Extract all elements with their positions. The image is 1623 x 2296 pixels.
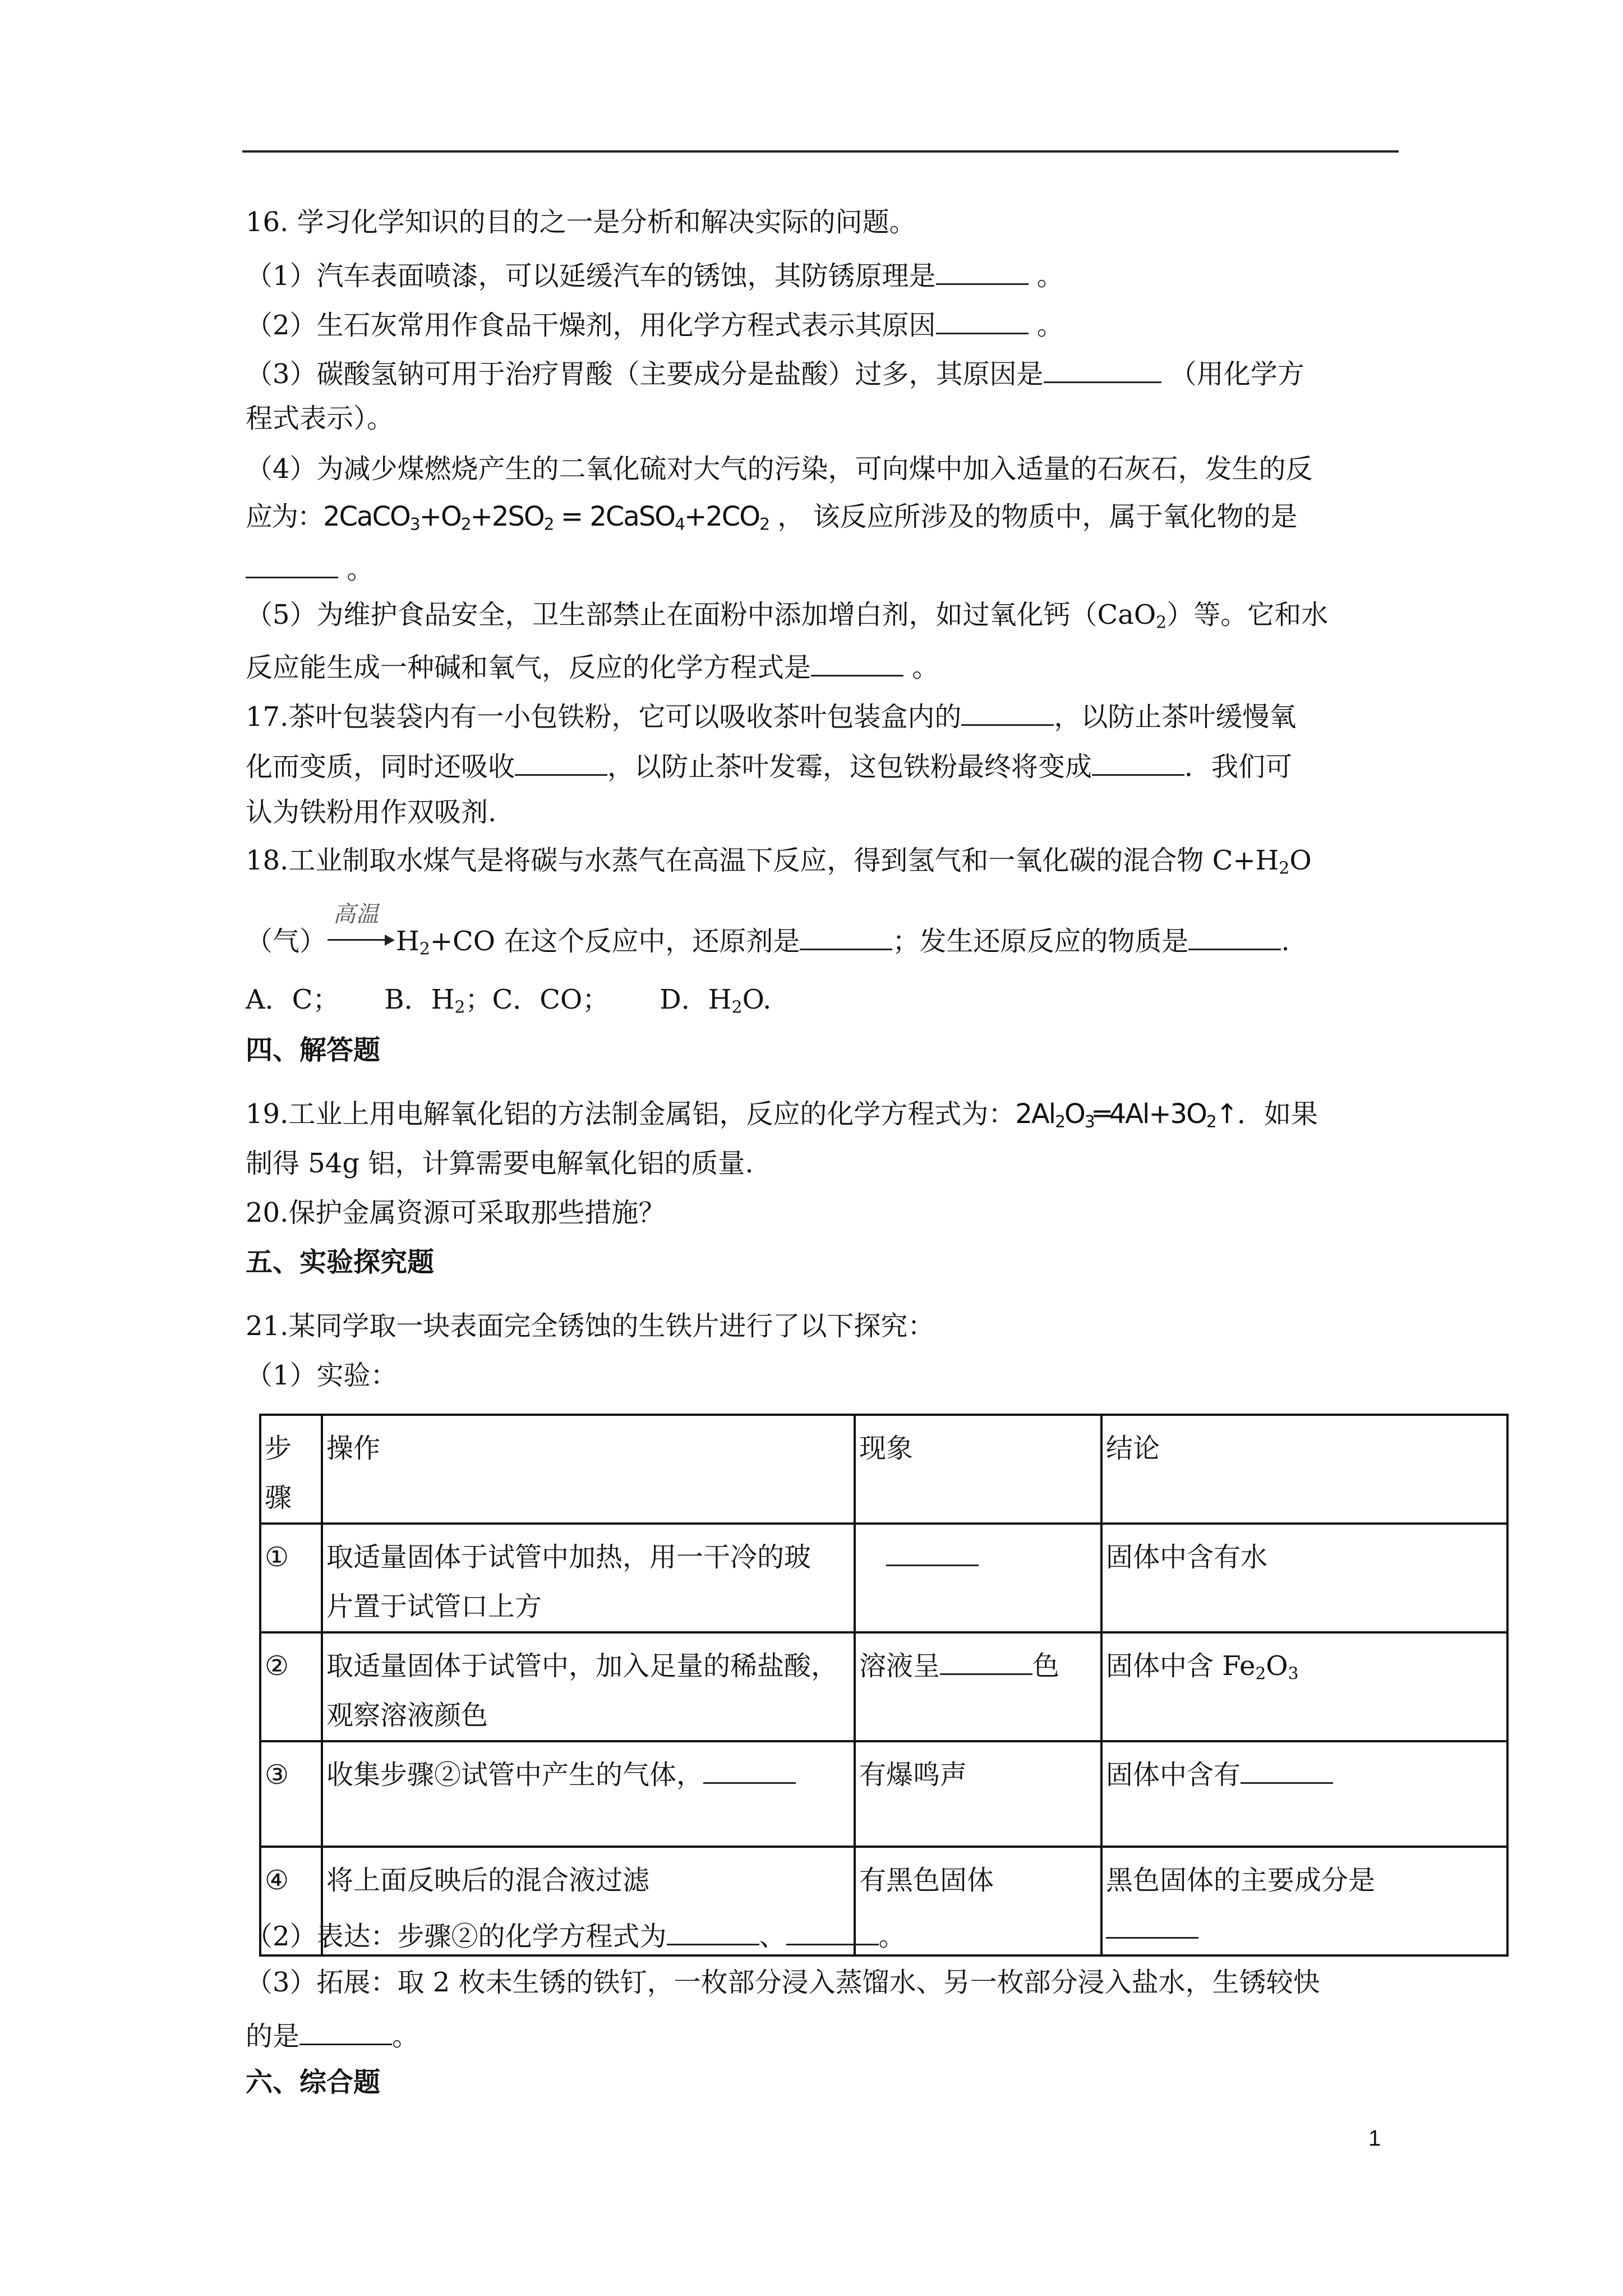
section-heading-5: 五、实验探究题 <box>246 1246 435 1278</box>
operation-cell: 取适量固体于试管中，加入足量的稀盐酸， 观察溶液颜色 <box>322 1632 855 1741</box>
answer-blank[interactable] <box>886 1540 979 1566</box>
step-cell: ① <box>260 1524 322 1632</box>
conclusion-cell: 黑色固体的主要成分是 <box>1101 1847 1507 1955</box>
option-c[interactable]: ；C．CO； <box>465 984 610 1015</box>
option-a[interactable]: A．C； <box>246 984 340 1015</box>
option-b[interactable]: B．$H_2$ <box>384 984 465 1018</box>
step-cell: ② <box>260 1632 322 1741</box>
header-rule <box>242 150 1399 153</box>
header-operation: 操作 <box>322 1415 855 1524</box>
reaction-arrow-icon: 高温 <box>328 920 395 954</box>
answer-blank[interactable] <box>246 553 338 578</box>
experiment-table <box>259 1414 1509 1957</box>
q21-part2: （2）表达：步骤②的化学方程式为 、 。 <box>246 1920 906 1950</box>
answer-blank[interactable] <box>800 924 892 950</box>
answer-blank[interactable] <box>667 1920 759 1945</box>
q17-line2: 化而变质，同时还吸收 ，以防止茶叶发霉，这包铁粉最终将变成 ．我们可 <box>246 750 1292 780</box>
answer-blank[interactable] <box>786 1920 879 1945</box>
operation-cell: 将上面反映后的混合液过滤 <box>322 1847 855 1955</box>
q21-part1: （1）实验： <box>246 1360 398 1391</box>
q16-part3: （3）碳酸氢钠可用于治疗胃酸（主要成分是盐酸）过多，其原因是 （用化学方 <box>246 357 1304 388</box>
phenomenon-cell <box>855 1524 1101 1632</box>
header-step: 步骤 <box>260 1415 322 1524</box>
operation-cell: 收集步骤②试管中产生的气体， <box>322 1741 855 1847</box>
q18-line1: 18.工业制取水煤气是将碳与水蒸气在高温下反应，得到氢气和一氧化碳的混合物 $C+H_2O$ <box>246 845 1312 878</box>
q18-options <box>246 984 772 1018</box>
q21-stem: 21.某同学取一块表面完全锈蚀的生铁片进行了以下探究： <box>246 1310 935 1342</box>
answer-blank[interactable] <box>1044 357 1161 383</box>
answer-blank[interactable] <box>299 2019 392 2045</box>
phenomenon-cell: 溶液呈 色 <box>855 1632 1101 1741</box>
q17-line1: 17.茶叶包装袋内有一小包铁粉，它可以吸收茶叶包装盒内的 ，以防止茶叶缓慢氧 <box>246 700 1296 730</box>
answer-blank[interactable] <box>1188 924 1281 950</box>
q16-part4-blank: 。 <box>246 553 374 583</box>
q16-part3-cont: 程式表示）。 <box>246 403 394 434</box>
q16-stem: 16. 学习化学知识的目的之一是分析和解决实际的问题。 <box>246 206 916 238</box>
section-heading-6: 六、综合题 <box>246 2067 381 2098</box>
option-d[interactable]: D．$H_2O$. <box>660 984 772 1018</box>
answer-blank[interactable] <box>1092 750 1184 776</box>
answer-blank[interactable] <box>936 309 1029 334</box>
phenomenon-cell: 有黑色固体 <box>855 1847 1101 1955</box>
answer-blank[interactable] <box>811 651 903 677</box>
answer-blank[interactable] <box>1106 1913 1198 1939</box>
q21-part3: （3）拓展：取 2 枚未生锈的铁钉，一枚部分浸入蒸馏水、另一枚部分浸入盐水，生锈较快 <box>246 1967 1320 1998</box>
header-conclusion: 结论 <box>1101 1415 1507 1524</box>
q16-part4: （4）为减少煤燃烧产生的二氧化硫对大气的污染，可向煤中加入适量的石灰石，发生的反 <box>246 453 1313 485</box>
table-row <box>260 1524 1507 1632</box>
q16-part1: （1）汽车表面喷漆，可以延缓汽车的锈蚀，其防锈原理是 。 <box>246 259 1064 289</box>
answer-blank[interactable] <box>703 1758 796 1784</box>
answer-blank[interactable] <box>961 700 1054 726</box>
conclusion-cell: 固体中含有 <box>1101 1741 1507 1847</box>
q16-part5: （5）为维护食品安全，卫生部禁止在面粉中添加增白剂，如过氧化钙（CaO$_2$）等。它和水 <box>246 599 1329 633</box>
q21-part3-cont: 的是 。 <box>246 2019 419 2050</box>
q16-part2: （2）生石灰常用作食品干燥剂，用化学方程式表示其原因 。 <box>246 309 1064 339</box>
q19-line2: 制得 54g 铝，计算需要电解氧化铝的质量. <box>246 1148 754 1179</box>
q18-line2: （气） 高温 $H_2+CO$ 在这个反应中，还原剂是 ；发生还原反应的物质是 . <box>246 901 1290 959</box>
q19-line1: 19.工业上用电解氧化铝的方法制金属铝，反应的化学方程式为：$2Al_2O_3═4Al+3O_2↑$．如果 <box>246 1098 1318 1132</box>
header-phenomenon: 现象 <box>855 1415 1101 1524</box>
answer-blank[interactable] <box>936 259 1029 285</box>
q17-line3: 认为铁粉用作双吸剂. <box>246 797 497 828</box>
answer-blank[interactable] <box>1241 1758 1333 1784</box>
answer-blank[interactable] <box>940 1649 1032 1675</box>
conclusion-cell: 固体中含 $Fe_2O_3$ <box>1101 1632 1507 1741</box>
q16-part5-cont: 反应能生成一种碱和氧气，反应的化学方程式是 。 <box>246 651 939 681</box>
phenomenon-cell: 有爆鸣声 <box>855 1741 1101 1847</box>
conclusion-cell: 固体中含有水 <box>1101 1524 1507 1632</box>
section-heading-4: 四、解答题 <box>246 1034 381 1066</box>
step-cell: ③ <box>260 1741 322 1847</box>
table-header-row <box>260 1415 1507 1524</box>
q16-part4-equation: 应为：$2CaCO_3+O_2+2SO_2$ = $2CaSO_4+2CO_2$ ， 该反应所涉及的物质中，属于氧化物的是 <box>246 501 1298 535</box>
q20: 20.保护金属资源可采取那些措施？ <box>246 1197 666 1228</box>
table-row <box>260 1632 1507 1741</box>
page-number: 1 <box>1368 2126 1381 2151</box>
answer-blank[interactable] <box>515 750 607 776</box>
step-cell: ④ <box>260 1847 322 1955</box>
operation-cell: 取适量固体于试管中加热，用一干冷的玻 片置于试管口上方 <box>322 1524 855 1632</box>
table-row <box>260 1741 1507 1847</box>
